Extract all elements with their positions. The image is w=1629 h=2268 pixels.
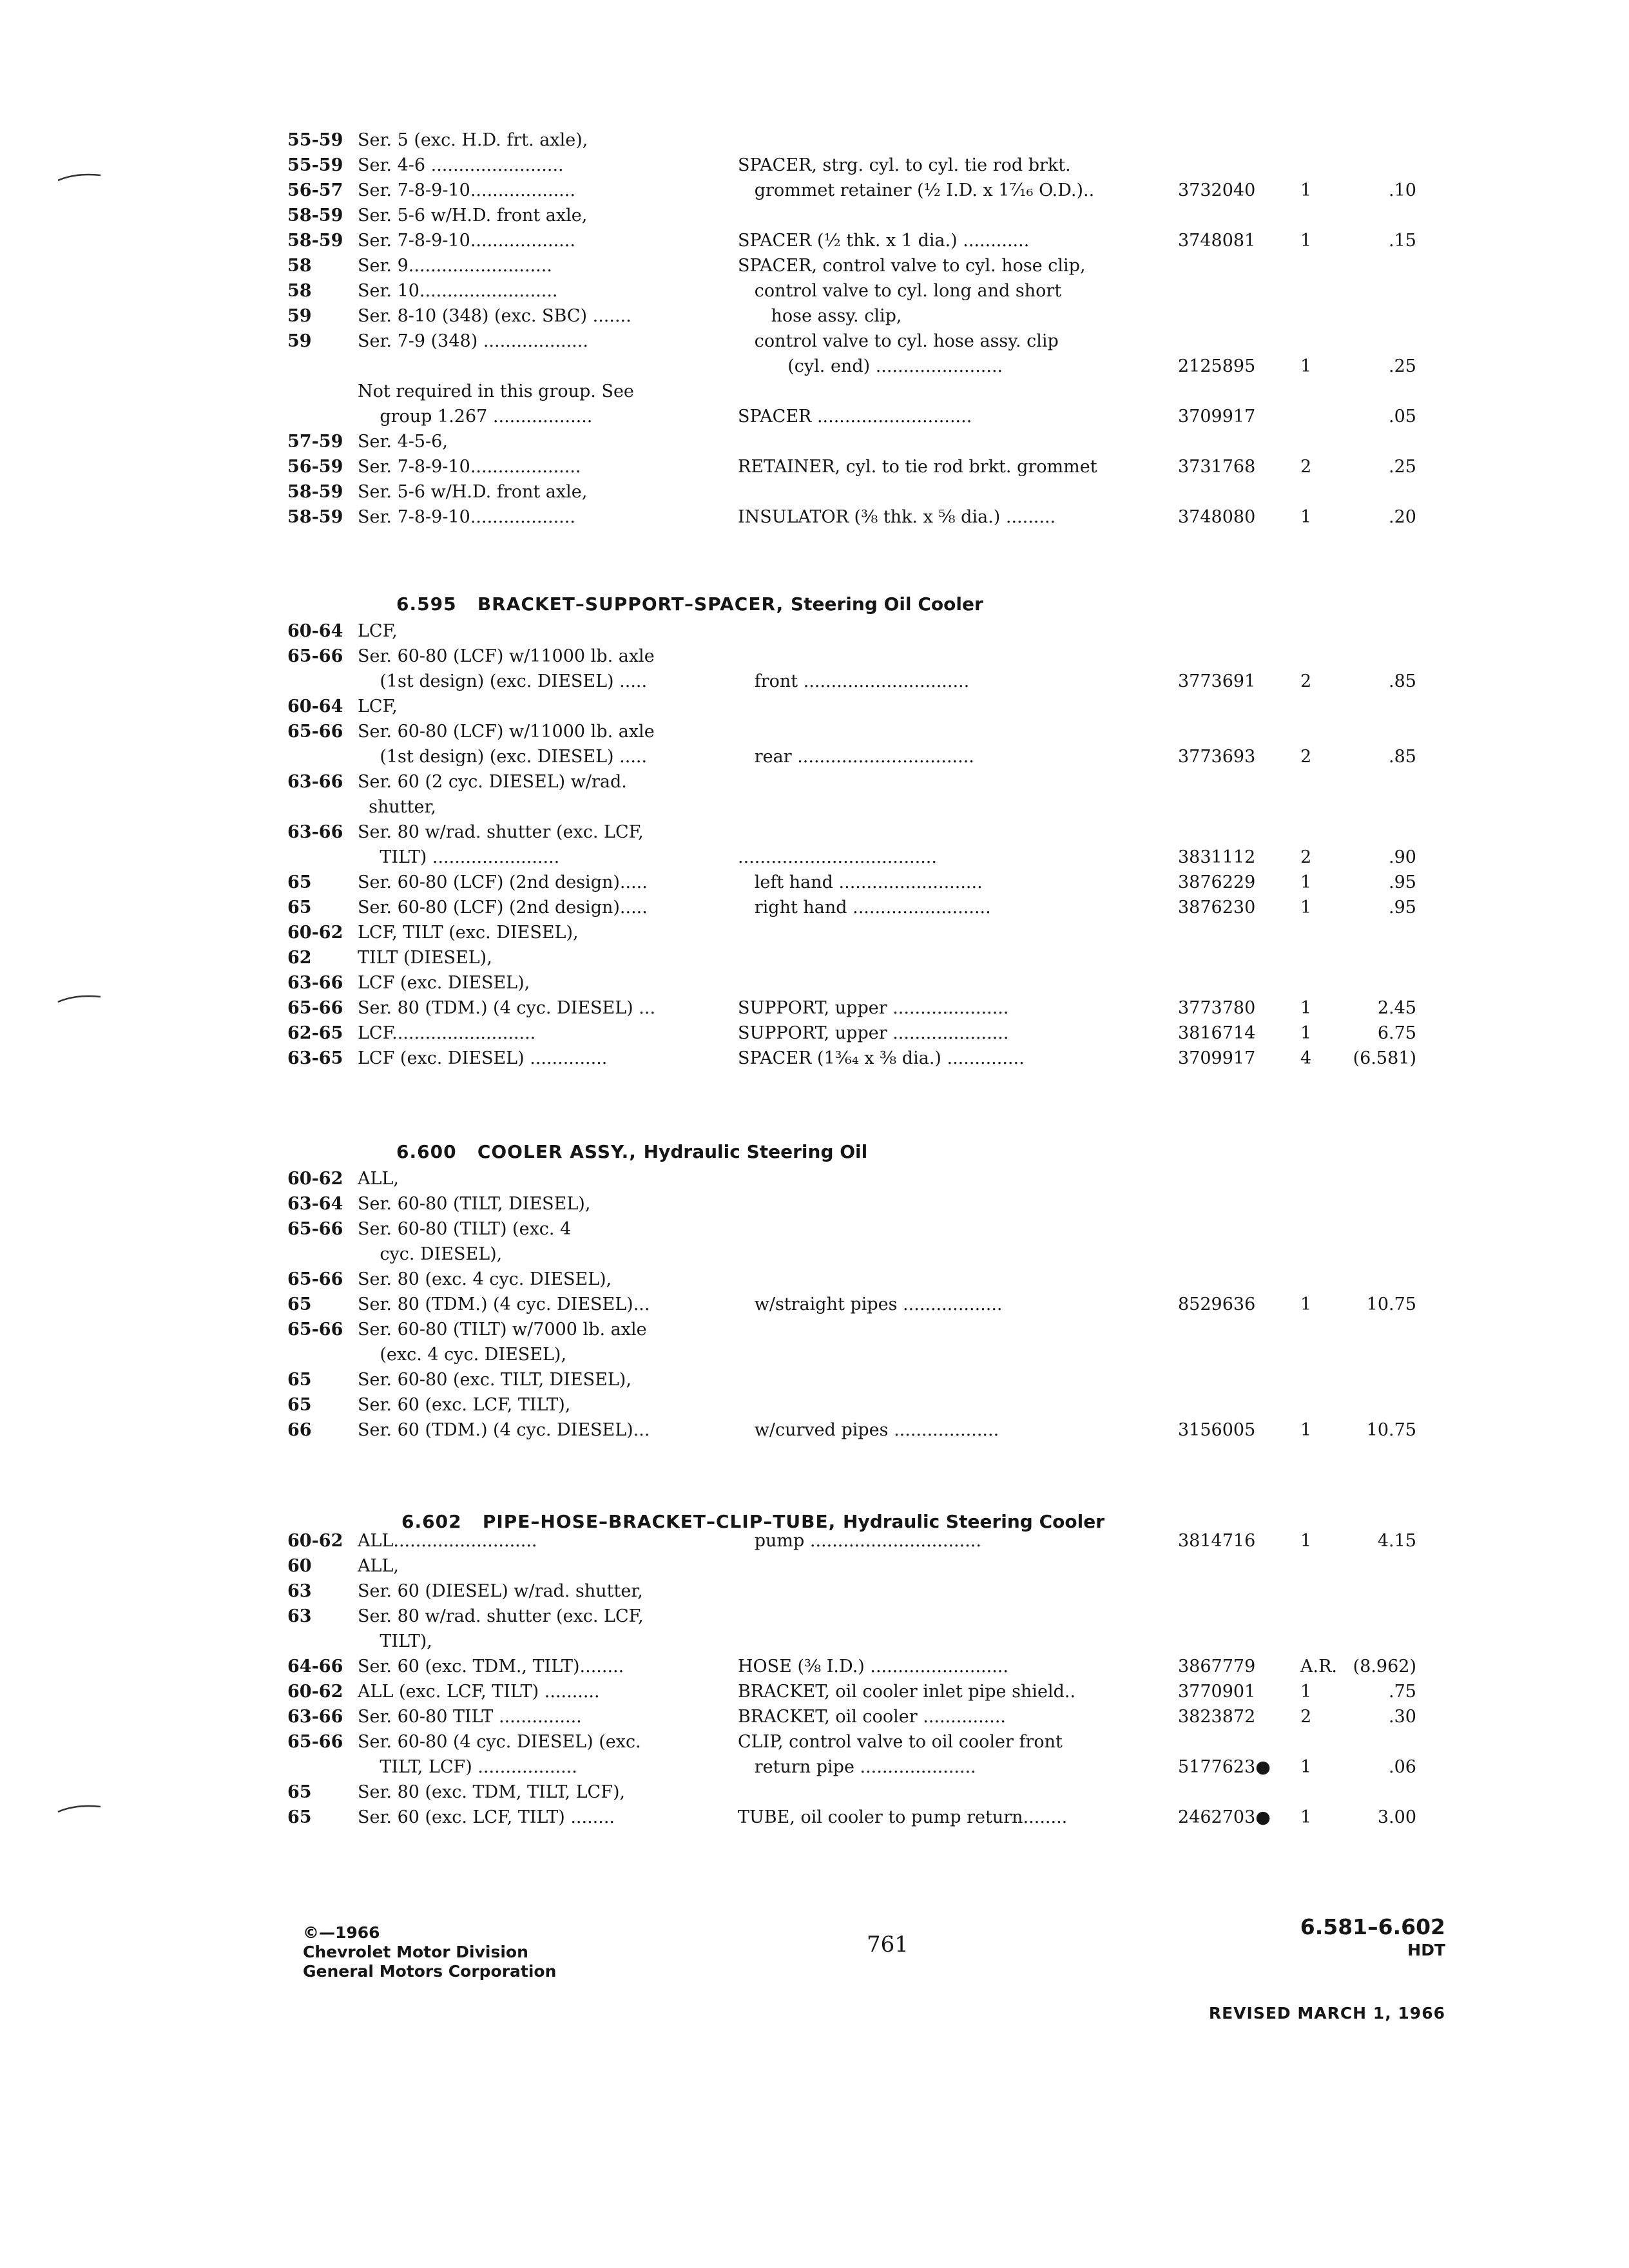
model-years: 56-59 [287, 457, 343, 477]
quantity: 1 [1300, 1682, 1312, 1702]
application: Ser. 9.......................... [358, 256, 552, 276]
model-years: 65 [287, 1782, 312, 1802]
model-years: 60-62 [287, 1169, 343, 1189]
model-years: 65-66 [287, 722, 343, 742]
table-row [0, 1242, 1629, 1267]
application: Ser. 80 w/rad. shutter (exc. LCF, [358, 822, 644, 842]
part-description: BRACKET, oil cooler inlet pipe shield.. [738, 1682, 1076, 1702]
application: Ser. 4-6 ........................ [358, 155, 564, 175]
part-number: 3748080 [1178, 507, 1256, 527]
model-years: 58 [287, 256, 312, 276]
table-row [0, 1046, 1629, 1071]
price: .25 [1389, 356, 1416, 376]
table-row [0, 1292, 1629, 1317]
application: Ser. 80 (TDM.) (4 cyc. DIESEL) ... [358, 998, 656, 1018]
application: Ser. 60-80 (exc. TILT, DIESEL), [358, 1370, 631, 1390]
table-row [0, 1216, 1629, 1242]
part-description: right hand ......................... [738, 898, 991, 918]
model-years: 63-64 [287, 1194, 343, 1214]
part-description: INSULATOR (⅜ thk. x ⅝ dia.) ......... [738, 507, 1056, 527]
part-description: return pipe ..................... [738, 1757, 976, 1777]
model-years: 65-66 [287, 1269, 343, 1289]
table-row [0, 178, 1629, 203]
model-years: 63-65 [287, 1048, 343, 1068]
table-row [0, 1604, 1629, 1629]
part-description: SPACER, control valve to cyl. hose clip, [738, 256, 1086, 276]
price: 10.75 [1366, 1294, 1416, 1314]
table-row [0, 1629, 1629, 1654]
part-description: control valve to cyl. hose assy. clip [738, 331, 1059, 351]
table-row [0, 1754, 1629, 1780]
application: ALL (exc. LCF, TILT) .......... [358, 1682, 600, 1702]
model-years: 65 [287, 1395, 312, 1415]
quantity: 2 [1300, 671, 1312, 691]
part-number: 3709917 [1178, 407, 1256, 427]
application: TILT) ....................... [358, 847, 560, 867]
model-years: 58 [287, 281, 312, 301]
table-row [0, 1166, 1629, 1191]
part-description: RETAINER, cyl. to tie rod brkt. grommet [738, 457, 1097, 477]
part-number: 3816714 [1178, 1023, 1256, 1043]
table-row [0, 153, 1629, 178]
model-years: 65 [287, 1294, 312, 1314]
price: .25 [1389, 457, 1416, 477]
table-row [0, 895, 1629, 920]
part-number: 3823872 [1178, 1707, 1256, 1727]
parts-table-6602 [0, 1528, 1629, 1830]
section-title: COOLER ASSY., [477, 1141, 637, 1162]
quantity: 1 [1300, 356, 1312, 376]
application: Ser. 80 (TDM.) (4 cyc. DIESEL)... [358, 1294, 650, 1314]
part-description: CLIP, control valve to oil cooler front [738, 1732, 1063, 1752]
price: .06 [1389, 1757, 1416, 1777]
price: (8.962) [1353, 1657, 1416, 1677]
application: Ser. 8-10 (348) (exc. SBC) ....... [358, 306, 631, 326]
application: Ser. 80 w/rad. shutter (exc. LCF, [358, 1606, 644, 1626]
table-row [0, 505, 1629, 530]
page-number: 761 [867, 1932, 909, 1957]
model-years: 63-66 [287, 822, 343, 842]
quantity: 2 [1300, 457, 1312, 477]
price: .90 [1389, 847, 1416, 867]
application: Ser. 60-80 (4 cyc. DIESEL) (exc. [358, 1732, 641, 1752]
application: Ser. 4-5-6, [358, 432, 448, 452]
table-row [0, 794, 1629, 820]
application: Ser. 60-80 (TILT, DIESEL), [358, 1194, 591, 1214]
table-row [0, 820, 1629, 845]
part-number: 3748081 [1178, 231, 1256, 251]
part-number: 3773691 [1178, 671, 1256, 691]
table-row [0, 619, 1629, 644]
table-row [0, 1528, 1629, 1553]
part-description: SUPPORT, upper ..................... [738, 1023, 1009, 1043]
price: .85 [1389, 671, 1416, 691]
application: Ser. 60 (2 cyc. DIESEL) w/rad. [358, 772, 627, 792]
quantity: 1 [1300, 1294, 1312, 1314]
price: .75 [1389, 1682, 1416, 1702]
table-row [0, 1367, 1629, 1392]
price: .15 [1389, 231, 1416, 251]
application: (1st design) (exc. DIESEL) ..... [358, 671, 648, 691]
part-description: TUBE, oil cooler to pump return........ [738, 1807, 1068, 1827]
application: TILT (DIESEL), [358, 948, 492, 968]
model-years: 66 [287, 1420, 312, 1440]
application: Ser. 7-8-9-10................... [358, 180, 575, 200]
model-years: 56-57 [287, 180, 343, 200]
model-years: 65-66 [287, 646, 343, 666]
price: 2.45 [1377, 998, 1416, 1018]
model-years: 63-66 [287, 973, 343, 993]
division-name: Chevrolet Motor Division [303, 1943, 528, 1961]
application: Ser. 60 (TDM.) (4 cyc. DIESEL)... [358, 1420, 650, 1440]
application: TILT, LCF) .................. [358, 1757, 577, 1777]
quantity: A.R. [1300, 1657, 1337, 1677]
application: Ser. 7-8-9-10.................... [358, 457, 581, 477]
part-number: 3770901 [1178, 1682, 1256, 1702]
parts-table-6600 [0, 1166, 1629, 1443]
table-row [0, 1780, 1629, 1805]
application: Ser. 10......................... [358, 281, 558, 301]
model-years: 65 [287, 898, 312, 918]
model-years: 63 [287, 1606, 312, 1626]
part-description: w/curved pipes ................... [738, 1420, 999, 1440]
quantity: 4 [1300, 1048, 1312, 1068]
model-years: 63-66 [287, 1707, 343, 1727]
part-description: left hand .......................... [738, 872, 983, 892]
section-number: 6.602 [401, 1511, 462, 1532]
price: .05 [1389, 407, 1416, 427]
model-years: 65 [287, 1370, 312, 1390]
quantity: 2 [1300, 847, 1312, 867]
table-row [0, 128, 1629, 153]
part-description: rear ................................ [738, 747, 974, 767]
table-row [0, 1191, 1629, 1216]
table-row [0, 429, 1629, 454]
part-description: SPACER (1³⁄₆₄ x ⅜ dia.) .............. [738, 1048, 1025, 1068]
price: .95 [1389, 898, 1416, 918]
part-number: 3156005 [1178, 1420, 1256, 1440]
top-parts-table [0, 128, 1629, 530]
table-row [0, 203, 1629, 228]
table-row [0, 1317, 1629, 1342]
part-number: 2462703● [1178, 1807, 1271, 1827]
table-row [0, 1392, 1629, 1418]
model-years: 60-62 [287, 923, 343, 943]
quantity: 1 [1300, 1023, 1312, 1043]
table-row [0, 920, 1629, 945]
section-number: 6.595 [396, 593, 457, 615]
table-row [0, 669, 1629, 694]
table-row [0, 1267, 1629, 1292]
application: LCF, [358, 697, 398, 716]
part-number: 3709917 [1178, 1048, 1256, 1068]
application: Ser. 5-6 w/H.D. front axle, [358, 482, 588, 502]
part-description: SPACER, strg. cyl. to cyl. tie rod brkt. [738, 155, 1071, 175]
part-description: (cyl. end) ....................... [738, 356, 1003, 376]
model-years: 58-59 [287, 231, 343, 251]
part-description: BRACKET, oil cooler ............... [738, 1707, 1006, 1727]
table-row [0, 253, 1629, 278]
table-row [0, 354, 1629, 379]
quantity: 1 [1300, 231, 1312, 251]
application: Ser. 7-8-9-10................... [358, 231, 575, 251]
table-row [0, 744, 1629, 769]
part-number: 3731768 [1178, 457, 1256, 477]
model-years: 60-62 [287, 1531, 343, 1551]
part-number: 2125895 [1178, 356, 1256, 376]
quantity: 1 [1300, 872, 1312, 892]
table-row [0, 644, 1629, 669]
model-years: 60 [287, 1556, 312, 1576]
application: ALL.......................... [358, 1531, 537, 1551]
table-row [0, 769, 1629, 794]
application: TILT), [358, 1631, 432, 1651]
price: 3.00 [1377, 1807, 1416, 1827]
table-row [0, 228, 1629, 253]
model-years: 65 [287, 872, 312, 892]
model-years: 58-59 [287, 507, 343, 527]
model-years: 65-66 [287, 998, 343, 1018]
part-description: control valve to cyl. long and short [738, 281, 1062, 301]
price: 6.75 [1377, 1023, 1416, 1043]
table-row [0, 1654, 1629, 1679]
application: LCF.......................... [358, 1023, 536, 1043]
catalog-code: HDT [1407, 1941, 1445, 1959]
quantity: 1 [1300, 1757, 1312, 1777]
part-number: 3773780 [1178, 998, 1256, 1018]
corporation-name: General Motors Corporation [303, 1962, 557, 1981]
quantity: 1 [1300, 1420, 1312, 1440]
application: LCF (exc. DIESEL) .............. [358, 1048, 608, 1068]
application: (exc. 4 cyc. DIESEL), [358, 1345, 567, 1365]
application: Ser. 7-9 (348) ................... [358, 331, 588, 351]
model-years: 60-64 [287, 697, 343, 716]
part-description: SPACER ............................ [738, 407, 972, 427]
table-row [0, 1342, 1629, 1367]
application: Ser. 60-80 (LCF) (2nd design)..... [358, 898, 648, 918]
revision-date: REVISED MARCH 1, 1966 [1208, 2004, 1445, 2023]
application: Ser. 80 (exc. 4 cyc. DIESEL), [358, 1269, 612, 1289]
application: Ser. 5-6 w/H.D. front axle, [358, 206, 588, 226]
part-description: SPACER (½ thk. x 1 dia.) ............ [738, 231, 1030, 251]
table-row [0, 454, 1629, 479]
application: Ser. 5 (exc. H.D. frt. axle), [358, 130, 588, 150]
application: LCF, [358, 621, 398, 641]
part-number: 8529636 [1178, 1294, 1256, 1314]
section-range: 6.581–6.602 [1300, 1914, 1445, 1939]
table-row [0, 379, 1629, 404]
price: .30 [1389, 1707, 1416, 1727]
application: Ser. 60-80 (TILT) (exc. 4 [358, 1219, 572, 1239]
part-number: 3773693 [1178, 747, 1256, 767]
section-number: 6.600 [396, 1141, 457, 1162]
application: Ser. 60 (exc. LCF, TILT), [358, 1395, 571, 1415]
model-years: 65-66 [287, 1219, 343, 1239]
table-row [0, 1418, 1629, 1443]
table-row [0, 329, 1629, 354]
part-description: front .............................. [738, 671, 970, 691]
part-description: grommet retainer (½ I.D. x 1⁷⁄₁₆ O.D.).. [738, 180, 1095, 200]
price: .85 [1389, 747, 1416, 767]
table-row [0, 845, 1629, 870]
application: Ser. 7-8-9-10................... [358, 507, 575, 527]
table-row [0, 870, 1629, 895]
part-description: HOSE (⅜ I.D.) ......................... [738, 1657, 1008, 1677]
price: .10 [1389, 180, 1416, 200]
quantity: 1 [1300, 898, 1312, 918]
quantity: 2 [1300, 747, 1312, 767]
table-row [0, 970, 1629, 995]
part-number: 3732040 [1178, 180, 1256, 200]
model-years: 58-59 [287, 206, 343, 226]
part-description: hose assy. clip, [738, 306, 902, 326]
application: (1st design) (exc. DIESEL) ..... [358, 747, 648, 767]
table-row [0, 694, 1629, 719]
table-row [0, 995, 1629, 1021]
application: ALL, [358, 1169, 399, 1189]
table-row [0, 1021, 1629, 1046]
model-years: 60-64 [287, 621, 343, 641]
application: cyc. DIESEL), [358, 1244, 503, 1264]
parts-table-6595 [0, 619, 1629, 1071]
model-years: 65-66 [287, 1320, 343, 1340]
part-number: 3867779 [1178, 1657, 1256, 1677]
section-subtitle: Steering Oil Cooler [790, 593, 983, 615]
model-years: 63 [287, 1581, 312, 1601]
model-years: 59 [287, 331, 312, 351]
model-years: 58-59 [287, 482, 343, 502]
application: Ser. 60-80 (LCF) w/11000 lb. axle [358, 646, 655, 666]
table-row [0, 1704, 1629, 1729]
application: shutter, [358, 797, 437, 817]
table-row [0, 719, 1629, 744]
table-row [0, 945, 1629, 970]
application: Ser. 60 (exc. LCF, TILT) ........ [358, 1807, 615, 1827]
table-row [0, 1579, 1629, 1604]
quantity: 1 [1300, 507, 1312, 527]
part-number: 3814716 [1178, 1531, 1256, 1551]
application: Not required in this group. See [358, 381, 634, 401]
table-row [0, 1553, 1629, 1579]
model-years: 65 [287, 1807, 312, 1827]
application: LCF, TILT (exc. DIESEL), [358, 923, 579, 943]
model-years: 64-66 [287, 1657, 343, 1677]
application: ALL, [358, 1556, 399, 1576]
application: Ser. 60-80 (LCF) w/11000 lb. axle [358, 722, 655, 742]
part-number: 3876229 [1178, 872, 1256, 892]
part-description: w/straight pipes .................. [738, 1294, 1003, 1314]
quantity: 2 [1300, 1707, 1312, 1727]
model-years: 55-59 [287, 130, 343, 150]
table-row [0, 278, 1629, 303]
application: Ser. 60-80 TILT ............... [358, 1707, 582, 1727]
part-description: SUPPORT, upper ..................... [738, 998, 1009, 1018]
model-years: 57-59 [287, 432, 343, 452]
quantity: 1 [1300, 1807, 1312, 1827]
price: (6.581) [1353, 1048, 1416, 1068]
model-years: 59 [287, 306, 312, 326]
table-row [0, 1679, 1629, 1704]
part-number: 3831112 [1178, 847, 1256, 867]
part-description: .................................... [738, 847, 937, 867]
application: Ser. 60-80 (LCF) (2nd design)..... [358, 872, 648, 892]
table-row [0, 1805, 1629, 1830]
section-title: BRACKET–SUPPORT–SPACER, [477, 593, 784, 615]
application: Ser. 60-80 (TILT) w/7000 lb. axle [358, 1320, 647, 1340]
price: 4.15 [1377, 1531, 1416, 1551]
application: Ser. 60 (DIESEL) w/rad. shutter, [358, 1581, 643, 1601]
section-subtitle: Hydraulic Steering Cooler [843, 1511, 1105, 1532]
quantity: 1 [1300, 998, 1312, 1018]
price: .95 [1389, 872, 1416, 892]
quantity: 1 [1300, 180, 1312, 200]
model-years: 55-59 [287, 155, 343, 175]
price: 10.75 [1366, 1420, 1416, 1440]
table-row [0, 479, 1629, 505]
model-years: 63-66 [287, 772, 343, 792]
model-years: 65-66 [287, 1732, 343, 1752]
application: Ser. 60 (exc. TDM., TILT)........ [358, 1657, 624, 1677]
table-row [0, 1729, 1629, 1754]
model-years: 62 [287, 948, 312, 968]
part-description: pump ............................... [738, 1531, 981, 1551]
quantity: 1 [1300, 1531, 1312, 1551]
copyright: ©—1966 [303, 1923, 380, 1942]
table-row [0, 404, 1629, 429]
section-title: PIPE–HOSE–BRACKET–CLIP–TUBE, [482, 1511, 836, 1532]
part-number: 5177623● [1178, 1757, 1271, 1777]
application: group 1.267 .................. [358, 407, 593, 427]
model-years: 62-65 [287, 1023, 343, 1043]
price: .20 [1389, 507, 1416, 527]
table-row [0, 303, 1629, 329]
model-years: 60-62 [287, 1682, 343, 1702]
application: LCF (exc. DIESEL), [358, 973, 530, 993]
application: Ser. 80 (exc. TDM, TILT, LCF), [358, 1782, 626, 1802]
part-number: 3876230 [1178, 898, 1256, 918]
section-subtitle: Hydraulic Steering Oil [643, 1141, 868, 1162]
